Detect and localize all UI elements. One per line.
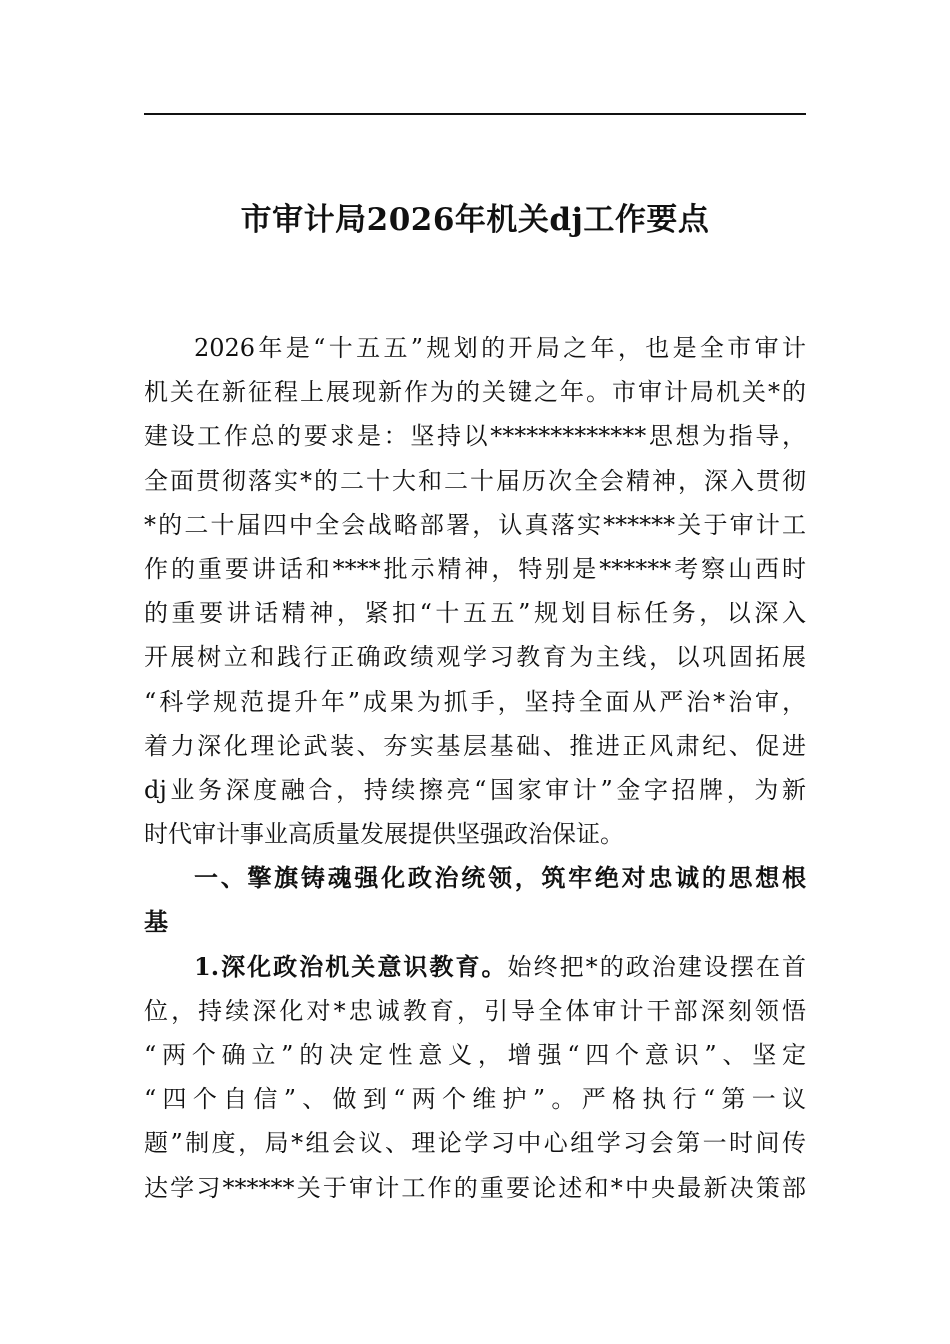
intro-line: 作的重要讲话和****批示精神，特别是******考察山西时: [144, 554, 806, 583]
item-text: 始终把*的政治建设摆在首: [507, 952, 806, 981]
intro-line: *的二十届四中全会战略部署，认真落实******关于审计工: [144, 510, 806, 539]
item-line: 题”制度，局*组会议、理论学习中心组学习会第一时间传: [144, 1129, 806, 1158]
item-line: “两个确立”的决定性意义，增强“四个意识”、坚定: [144, 1041, 806, 1069]
intro-line: 全面贯彻落实*的二十大和二十届历次全会精神，深入贯彻: [144, 466, 806, 495]
document-title: 市审计局2026年机关dj工作要点: [240, 202, 710, 238]
intro-line: 着力深化理论武装、夯实基层基础、推进正风肃纪、促进: [144, 731, 806, 760]
header-rule: [144, 113, 806, 115]
intro-line: 开展树立和践行正确政绩观学习教育为主线，以巩固拓展: [144, 643, 806, 672]
intro-line: 的重要讲话精神，紧扣“十五五”规划目标任务，以深入: [144, 599, 806, 628]
document-body: [144, 326, 806, 1210]
intro-line: 机关在新征程上展现新作为的关键之年。市审计局机关*的: [144, 378, 806, 407]
intro-line: 时代审计事业高质量发展提供坚强政治保证。: [144, 820, 624, 849]
item-line: “四个自信”、做到“两个维护”。严格执行“第一议: [144, 1085, 806, 1114]
item-title: 1.深化政治机关意识教育。: [194, 951, 508, 981]
section-heading: 一、擎旗铸魂强化政治统领，筑牢绝对忠诚的思想根: [194, 863, 806, 893]
intro-line: 建设工作总的要求是：坚持以*************思想为指导，: [144, 422, 806, 451]
intro-line: 2026年是“十五五”规划的开局之年，也是全市审计: [194, 334, 806, 362]
item-first-line: [144, 945, 806, 989]
item-line: 位，持续深化对*忠诚教育，引导全体审计干部深刻领悟: [144, 996, 806, 1025]
section-heading: 基: [144, 907, 168, 937]
intro-line: dj业务深度融合，持续擦亮“国家审计”金字招牌，为新: [144, 775, 806, 804]
item-line: 达学习******关于审计工作的重要论述和*中央最新决策部: [144, 1173, 806, 1202]
intro-line: “科学规范提升年”成果为抓手，坚持全面从严治*治审，: [144, 687, 806, 716]
